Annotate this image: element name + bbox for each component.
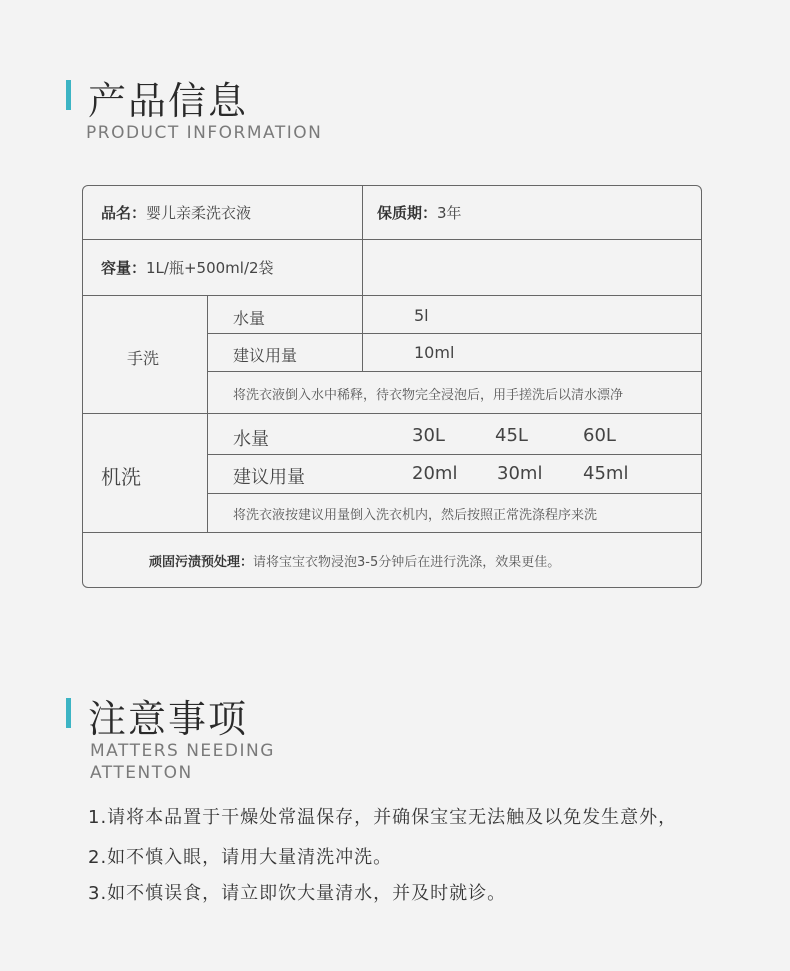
machine-water-value: 30L <box>412 425 445 446</box>
section-subtitle-line1: MATTERS NEEDING <box>90 741 275 761</box>
hand-dose-label: 建议用量 <box>233 346 298 365</box>
shelf-life <box>377 202 462 223</box>
note-item: 3.如不慎误食，请立即饮大量清水，并及时就诊。 <box>88 883 507 904</box>
pretreatment-note <box>149 551 560 570</box>
notes-heading <box>66 688 466 788</box>
section-subtitle: PRODUCT INFORMATION <box>86 123 323 143</box>
machine-wash-instruction: 将洗衣液按建议用量倒入洗衣机内，然后按照正常洗涤程序来洗 <box>233 508 598 523</box>
product-name-value: 婴儿亲柔洗衣液 <box>146 204 252 222</box>
product-name <box>101 202 251 223</box>
accent-bar <box>66 698 71 728</box>
capacity-label: 容量： <box>101 259 147 277</box>
machine-water-label: 水量 <box>233 429 269 450</box>
machine-dose-label: 建议用量 <box>233 467 305 488</box>
machine-dose-value: 30ml <box>497 463 543 484</box>
section-subtitle-line2: ATTENTON <box>90 763 193 783</box>
accent-bar <box>66 80 71 110</box>
note-item: 1.请将本品置于干燥处常温保存，并确保宝宝无法触及以免发生意外， <box>88 807 678 828</box>
hand-dose-value: 10ml <box>414 343 455 362</box>
capacity <box>101 257 274 278</box>
shelf-life-label: 保质期： <box>377 204 438 222</box>
hand-water-label: 水量 <box>233 309 266 328</box>
hand-wash-instruction: 将洗衣液倒入水中稀释，待衣物完全浸泡后，用手搓洗后以清水漂净 <box>233 388 624 403</box>
machine-wash-label: 机洗 <box>101 465 141 489</box>
shelf-life-value: 3年 <box>437 204 462 222</box>
product-info-heading <box>66 70 466 150</box>
section-title: 注意事项 <box>88 697 249 741</box>
product-name-label: 品名： <box>101 204 147 222</box>
hand-water-value: 5l <box>414 306 429 325</box>
note-item: 2.如不慎入眼，请用大量清洗冲洗。 <box>88 847 393 868</box>
machine-water-value: 60L <box>583 425 616 446</box>
hand-wash-label: 手洗 <box>127 349 160 368</box>
pretreatment-label: 顽固污渍预处理： <box>149 555 254 570</box>
pretreatment-text: 请将宝宝衣物浸泡3-5分钟后在进行洗涤，效果更佳。 <box>253 555 561 570</box>
section-title: 产品信息 <box>88 79 249 123</box>
machine-water-value: 45L <box>495 425 528 446</box>
capacity-value: 1L/瓶+500ml/2袋 <box>146 259 274 277</box>
machine-dose-value: 20ml <box>412 463 458 484</box>
machine-dose-value: 45ml <box>583 463 629 484</box>
product-info-table <box>82 185 702 588</box>
